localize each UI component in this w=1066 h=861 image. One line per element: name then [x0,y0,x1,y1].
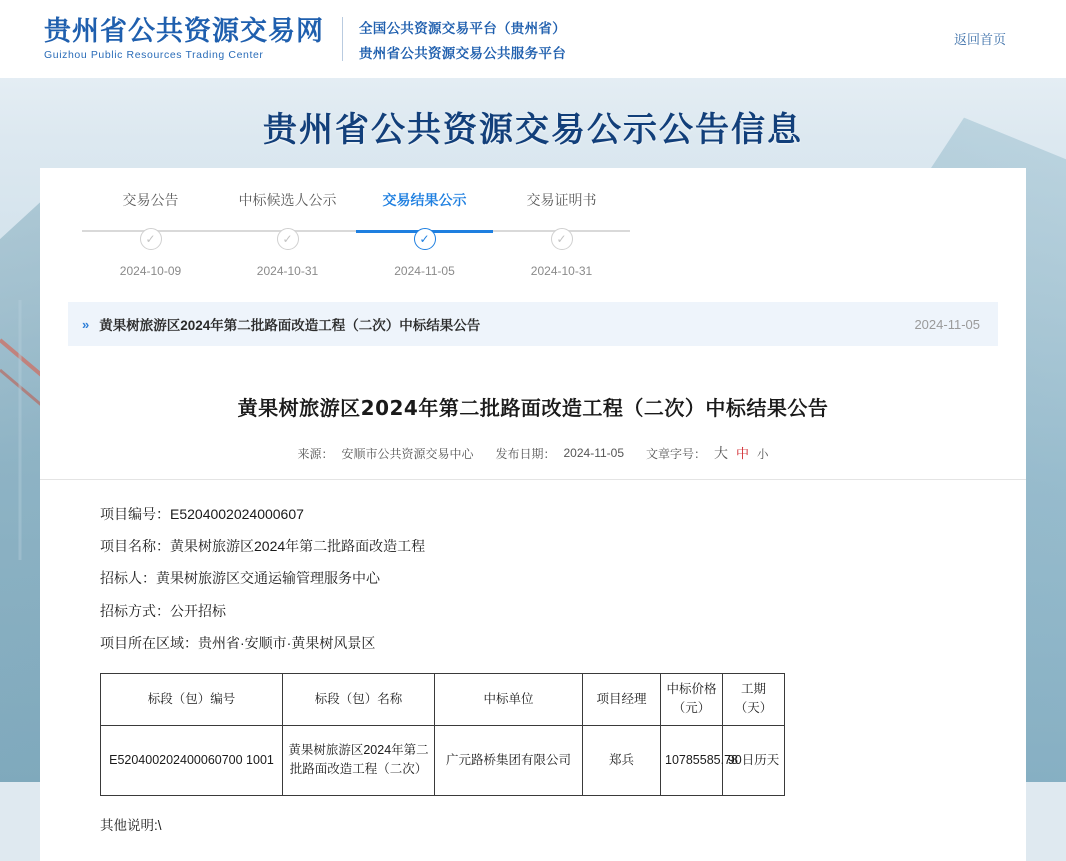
body-line-0: 项目编号：E5204002024000607 [100,506,304,522]
cell-winner: 广元路桥集团有限公司 [435,725,583,795]
logo-divider [342,17,343,61]
step-date-3: 2024-10-31 [530,264,593,278]
step-date-1: 2024-10-31 [256,264,319,278]
double-chevron-right-icon: » [82,316,88,332]
table-header-winner: 中标单位 [435,673,583,725]
check-glyph-2: ✓ [419,232,430,246]
step-item-1[interactable] [219,190,356,278]
table-header-manager: 项目经理 [583,673,661,725]
body-line-3: 招标方式：公开招标 [100,602,226,619]
article-header [40,346,1026,463]
cell-manager: 郑兵 [583,725,661,795]
article-meta [100,443,966,463]
table-header-section-name: 标段（包）名称 [283,673,435,725]
check-glyph-0: ✓ [145,232,156,246]
header-right [954,29,1042,49]
table-header-price-line2: （元） [672,701,711,716]
page-title: 贵州省公共资源交易公示公告信息 [263,109,803,150]
font-size-medium-button[interactable]: 中 [736,446,750,461]
cell-section-no: E520400202400060700 1001 [101,725,283,795]
meta-pubdate-value: 2024-11-05 [563,446,624,460]
logo-subtitle-line2: 贵州省公共资源交易公共服务平台 [359,45,566,62]
cell-duration: 90日历天 [723,725,785,795]
step-label-2: 交易结果公示 [382,192,467,208]
page-banner [0,96,1066,156]
table-header-duration: 工期（天） [723,673,785,725]
font-size-small-button[interactable]: 小 [757,449,769,461]
logo-subtitle-line1: 全国公共资源交易平台（贵州省） [359,20,566,37]
cell-price: 10785585.78 [661,725,723,795]
logo-title-cn: 贵州省公共资源交易网 [44,15,324,47]
meta-source-value: 安顺市公共资源交易中心 [341,446,474,461]
site-header [0,0,1066,78]
site-logo[interactable] [44,17,566,62]
table-header-section-no: 标段（包）编号 [101,673,283,725]
check-circle-icon-3 [551,228,573,250]
step-label-1: 中标候选人公示 [238,192,337,208]
table-header-row [101,673,785,725]
check-glyph-1: ✓ [282,232,293,246]
logo-title-en: Guizhou Public Resources Trading Center [44,49,264,62]
check-circle-icon-0 [140,228,162,250]
check-circle-icon-1 [277,228,299,250]
step-label-0: 交易公告 [122,192,179,208]
meta-pubdate-key: 发布日期： [495,446,556,461]
notice-title: 黄果树旅游区2024年第二批路面改造工程（二次）中标结果公告 [99,318,481,333]
logo-subtitle-block [359,17,566,62]
table-header-price [661,673,723,725]
body-line-1: 项目名称：黄果树旅游区2024年第二批路面改造工程 [100,538,426,555]
content-card [40,168,1026,861]
meta-source-key: 来源： [297,446,334,461]
step-item-2[interactable] [356,190,493,278]
step-date-0: 2024-10-09 [119,264,182,278]
step-item-3[interactable] [493,190,630,278]
notice-date: 2024-11-05 [914,316,980,332]
notice-bar[interactable] [68,302,998,346]
article-title: 黄果树旅游区2024年第二批路面改造工程（二次）中标结果公告 [237,396,829,420]
font-size-controls [714,443,769,463]
other-note: 其他说明:\ [100,817,162,833]
font-size-large-button[interactable]: 大 [714,445,729,461]
step-date-2: 2024-11-05 [394,264,455,278]
logo-text-block [44,17,342,61]
body-line-4: 项目所在区域：贵州省·安顺市·黄果树风景区 [100,634,376,651]
back-home-link[interactable]: 返回首页 [953,32,1006,47]
bid-result-table [100,673,785,796]
step-label-3: 交易证明书 [526,192,597,208]
check-circle-icon-2 [414,228,436,250]
cell-section-name: 黄果树旅游区2024年第二批路面改造工程（二次） [283,725,435,795]
table-row [101,725,785,795]
table-header-price-line1: 中标价格 [666,682,717,697]
check-glyph-3: ✓ [556,232,567,246]
step-item-0[interactable] [82,190,219,278]
process-steps [40,168,1026,288]
body-line-2: 招标人：黄果树旅游区交通运输管理服务中心 [100,570,380,587]
meta-fontsize-key: 文章字号： [646,446,707,461]
article-body [40,480,1026,841]
